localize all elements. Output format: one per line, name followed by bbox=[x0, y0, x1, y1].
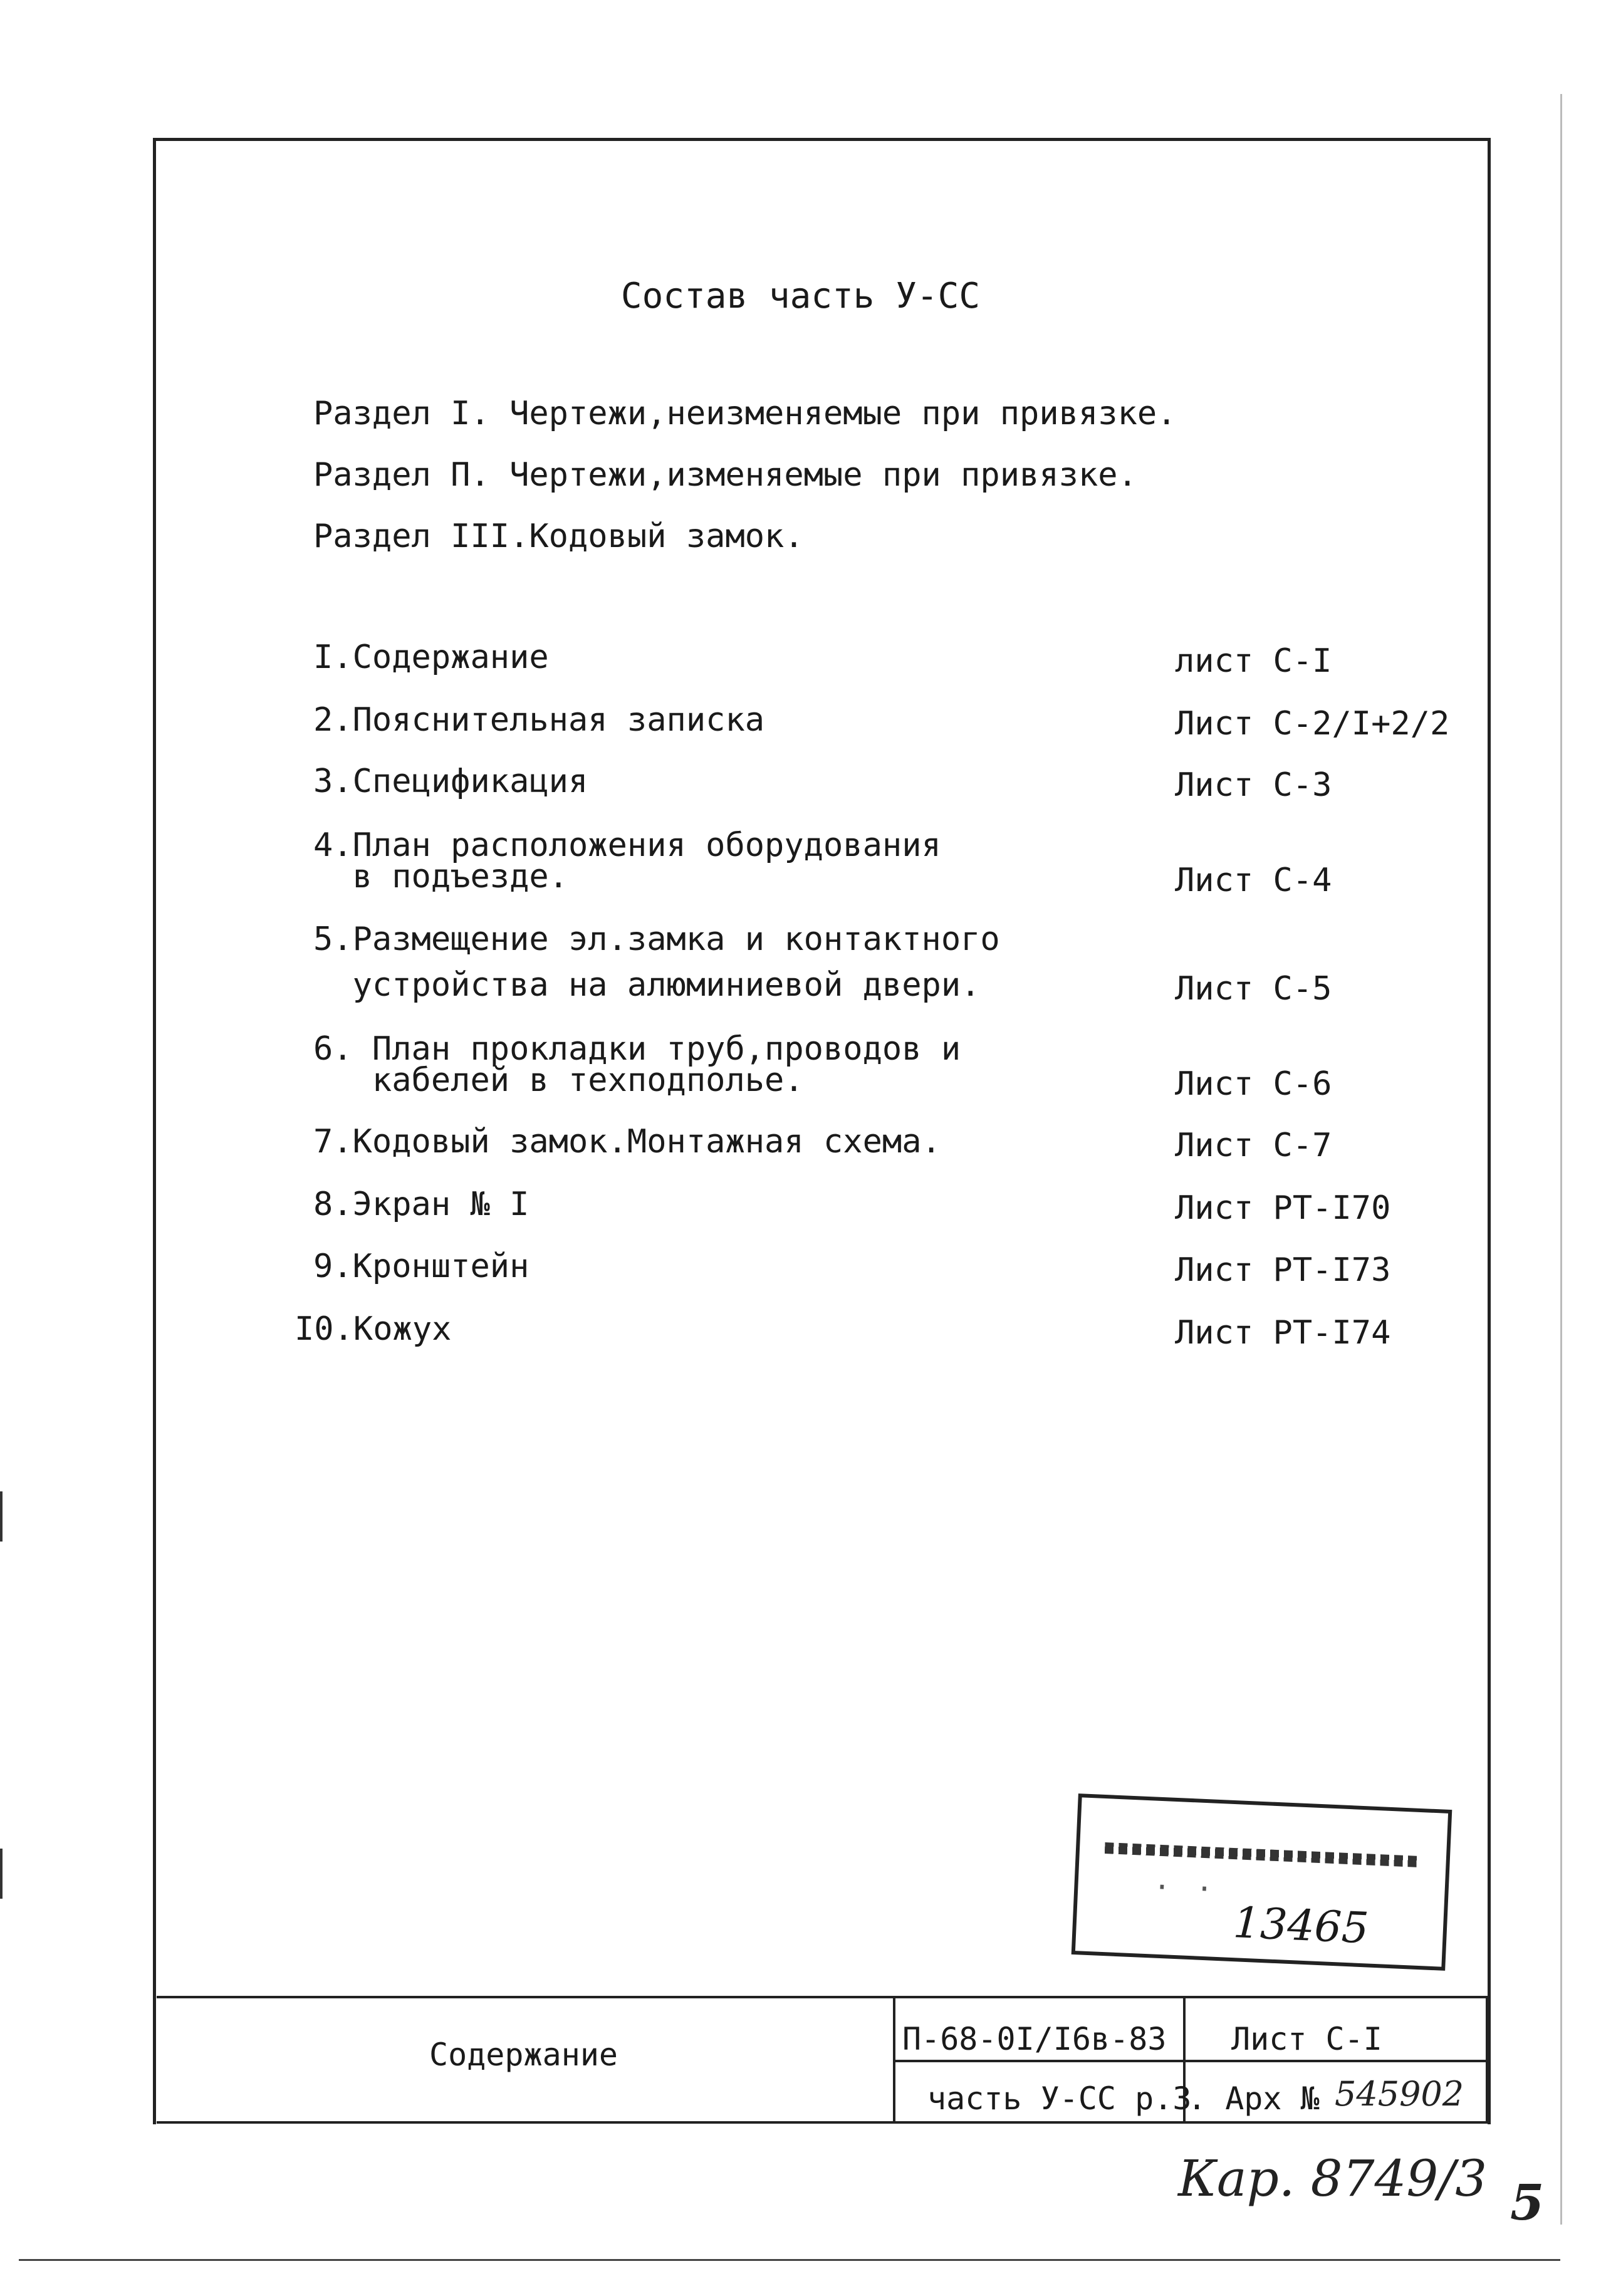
scan-edge-mark-2 bbox=[0, 1849, 3, 1899]
item-5-line-1: 5.Размещение эл.замка и контактного bbox=[313, 921, 1000, 958]
item-2-sheet: Лист С-2/I+2/2 bbox=[1175, 705, 1450, 743]
document-title: Состав часть У-СС bbox=[620, 276, 981, 316]
title-block-part: часть У-СС р.3 bbox=[927, 2080, 1192, 2117]
section-1: Раздел I. Чертежи,неизменяемые при привязке. bbox=[313, 395, 1177, 432]
item-8-line-1: 8.Экран № I bbox=[313, 1186, 529, 1223]
title-block-bottom-line bbox=[157, 2121, 1488, 2124]
handwritten-inventory-number: Кар. 8749/3 bbox=[1178, 2149, 1488, 2208]
item-2-line-1: 2.Пояснительная записка bbox=[313, 701, 765, 739]
section-3: Раздел III.Кодовый замок. bbox=[313, 518, 804, 555]
item-1-line-1: I.Содержание bbox=[313, 639, 549, 676]
scan-edge-bottom bbox=[19, 2259, 1560, 2261]
title-block-name: Содержание bbox=[429, 2037, 618, 2073]
item-7-sheet: Лист С-7 bbox=[1175, 1127, 1332, 1164]
title-block-code: П-68-0I/I6в-83 bbox=[902, 2021, 1167, 2057]
section-2: Раздел П. Чертежи,изменяемые при привязке. bbox=[313, 456, 1137, 494]
item-3-line-1: 3.Спецификация bbox=[313, 763, 588, 800]
item-6-line-2: кабелей в техподполье. bbox=[313, 1062, 804, 1099]
item-9-line-1: 9.Кронштейн bbox=[313, 1248, 529, 1285]
stamp-middle-marks: ·· bbox=[1152, 1869, 1239, 1907]
scan-edge-right bbox=[1560, 94, 1562, 2225]
stamp-number: 13465 bbox=[1232, 1898, 1370, 1954]
title-block-archive-label: . Арх № bbox=[1187, 2080, 1320, 2117]
title-block-middle-line bbox=[893, 2060, 1488, 2062]
item-5-sheet: Лист С-5 bbox=[1175, 970, 1332, 1008]
item-4-line-2: в подъезде. bbox=[313, 858, 568, 895]
item-4-sheet: Лист С-4 bbox=[1175, 862, 1332, 899]
archive-stamp bbox=[1072, 1793, 1452, 1971]
item-1-sheet: лист С-I bbox=[1175, 642, 1332, 680]
page-number: 5 bbox=[1510, 2174, 1545, 2231]
item-10-sheet: Лист РТ-I74 bbox=[1175, 1314, 1391, 1352]
item-10-line-1: I0.Кожух bbox=[295, 1310, 452, 1348]
title-block-right-edge bbox=[1486, 1996, 1488, 2122]
item-5-line-2: устройства на алюминиевой двери. bbox=[313, 966, 981, 1004]
item-4-line-1: 4.План расположения оборудования bbox=[313, 827, 941, 864]
item-9-sheet: Лист РТ-I73 bbox=[1175, 1251, 1391, 1289]
title-block-archive-number: 545902 bbox=[1335, 2074, 1464, 2114]
item-7-line-1: 7.Кодовый замок.Монтажная схема. bbox=[313, 1123, 941, 1161]
item-3-sheet: Лист С-3 bbox=[1175, 766, 1332, 804]
title-block-top-line bbox=[157, 1996, 1488, 1998]
item-8-sheet: Лист РТ-I70 bbox=[1175, 1189, 1391, 1227]
item-6-line-1: 6. План прокладки труб,проводов и bbox=[313, 1030, 961, 1068]
title-block-sheet: Лист С-I bbox=[1231, 2021, 1382, 2057]
scan-edge-mark-1 bbox=[0, 1491, 3, 1542]
stamp-header-bar bbox=[1105, 1842, 1418, 1867]
title-block-divider-left bbox=[893, 1996, 895, 2122]
item-6-sheet: Лист С-6 bbox=[1175, 1065, 1332, 1103]
